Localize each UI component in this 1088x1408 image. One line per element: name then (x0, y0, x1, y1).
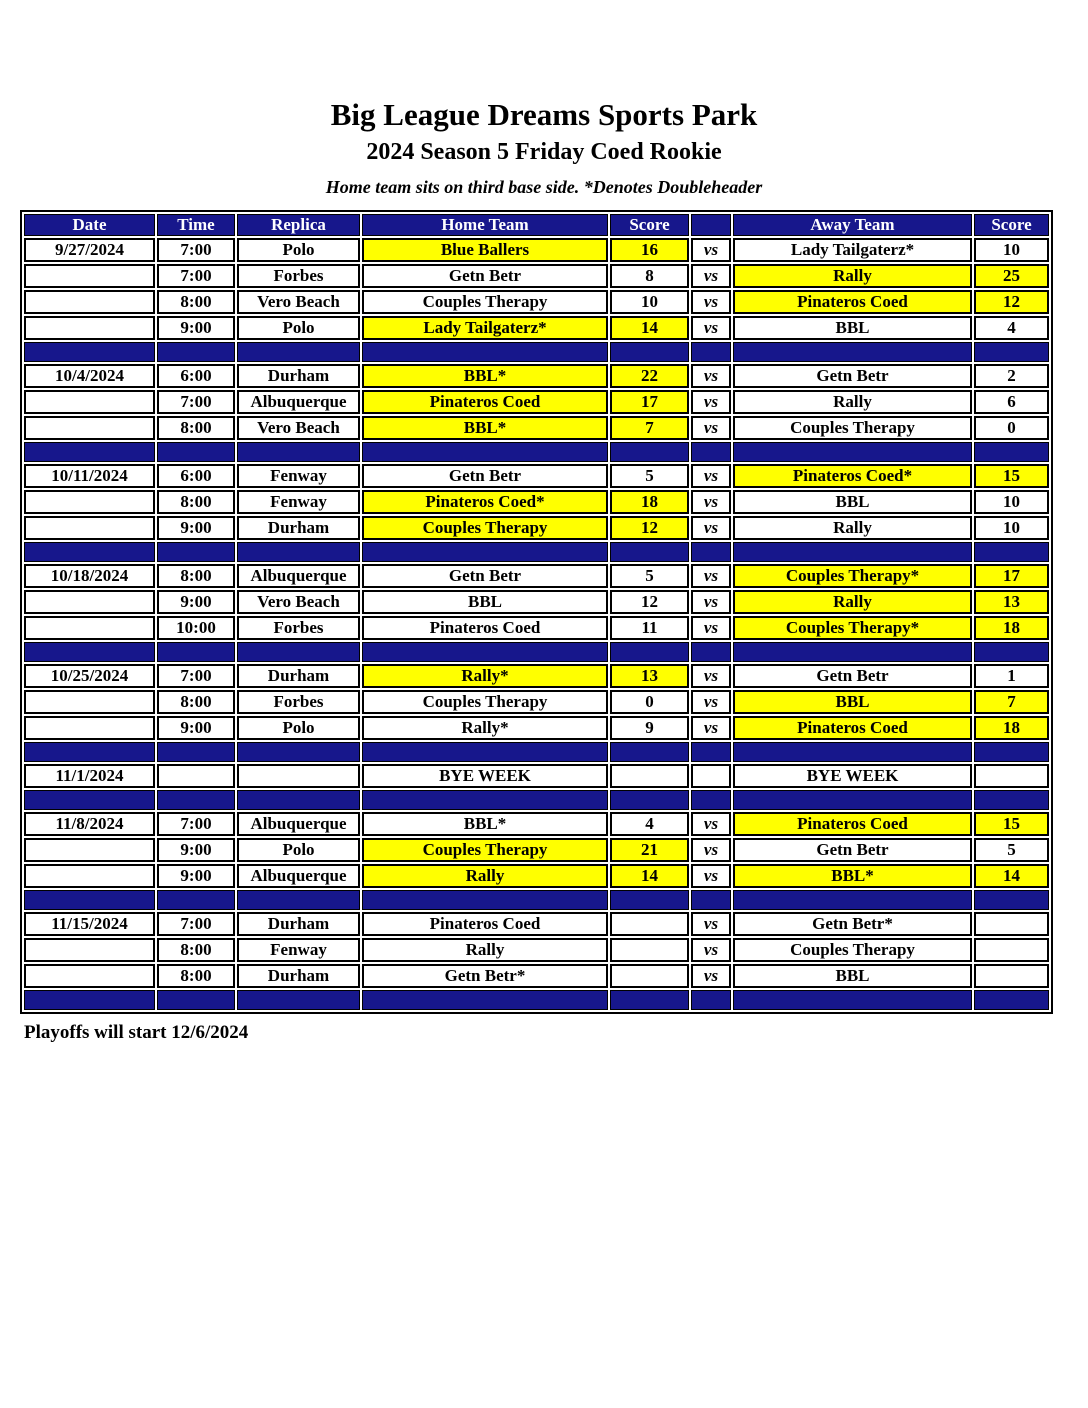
cell-date (24, 690, 155, 714)
cell-away: Couples Therapy* (733, 564, 972, 588)
cell-away: Getn Betr (733, 838, 972, 862)
separator-cell (362, 342, 608, 362)
cell-away: BBL (733, 316, 972, 340)
cell-away: Rally (733, 264, 972, 288)
cell-home-score (610, 912, 689, 936)
cell-home: Pinateros Coed* (362, 490, 608, 514)
cell-date (24, 616, 155, 640)
separator-cell (24, 442, 155, 462)
cell-vs: vs (691, 616, 731, 640)
cell-home: Getn Betr (362, 264, 608, 288)
cell-time: 7:00 (157, 912, 235, 936)
cell-home-score: 14 (610, 316, 689, 340)
cell-home-score: 4 (610, 812, 689, 836)
cell-vs: vs (691, 690, 731, 714)
cell-date (24, 864, 155, 888)
cell-away: Lady Tailgaterz* (733, 238, 972, 262)
cell-away: Getn Betr* (733, 912, 972, 936)
cell-date (24, 964, 155, 988)
cell-away-score: 6 (974, 390, 1049, 414)
table-row (24, 464, 1049, 488)
cell-replica: Vero Beach (237, 590, 360, 614)
cell-time: 6:00 (157, 464, 235, 488)
cell-home-score: 17 (610, 390, 689, 414)
separator-cell (691, 790, 731, 810)
separator-cell (974, 542, 1049, 562)
separator-cell (691, 342, 731, 362)
separator-cell (237, 342, 360, 362)
cell-time: 8:00 (157, 964, 235, 988)
schedule-table (20, 210, 1053, 1014)
cell-replica: Polo (237, 238, 360, 262)
cell-vs: vs (691, 716, 731, 740)
cell-replica: Durham (237, 516, 360, 540)
cell-date: 10/18/2024 (24, 564, 155, 588)
cell-home-score: 22 (610, 364, 689, 388)
separator-cell (157, 442, 235, 462)
cell-home: Couples Therapy (362, 690, 608, 714)
separator-row (24, 890, 1049, 910)
cell-date (24, 290, 155, 314)
separator-cell (237, 642, 360, 662)
cell-date: 11/15/2024 (24, 912, 155, 936)
header-vs (691, 214, 731, 236)
header-time: Time (157, 214, 235, 236)
separator-cell (157, 342, 235, 362)
cell-vs: vs (691, 812, 731, 836)
table-row (24, 664, 1049, 688)
separator-cell (24, 890, 155, 910)
separator-cell (733, 742, 972, 762)
cell-away-score: 2 (974, 364, 1049, 388)
separator-cell (691, 442, 731, 462)
table-row (24, 764, 1049, 788)
separator-cell (157, 542, 235, 562)
header-replica: Replica (237, 214, 360, 236)
cell-replica: Forbes (237, 264, 360, 288)
separator-cell (24, 642, 155, 662)
cell-home-score: 10 (610, 290, 689, 314)
cell-away-score: 18 (974, 716, 1049, 740)
header-home-team: Home Team (362, 214, 608, 236)
cell-time: 7:00 (157, 238, 235, 262)
cell-away: BBL* (733, 864, 972, 888)
separator-cell (974, 642, 1049, 662)
cell-away: Getn Betr (733, 664, 972, 688)
cell-date (24, 390, 155, 414)
cell-time: 8:00 (157, 416, 235, 440)
table-row (24, 590, 1049, 614)
cell-away: Rally (733, 390, 972, 414)
cell-replica: Albuquerque (237, 564, 360, 588)
cell-vs: vs (691, 516, 731, 540)
cell-replica: Vero Beach (237, 290, 360, 314)
cell-away-score: 15 (974, 812, 1049, 836)
cell-vs: vs (691, 664, 731, 688)
playoffs-note: Playoffs will start 12/6/2024 (24, 1021, 249, 1043)
cell-away: Getn Betr (733, 364, 972, 388)
separator-cell (733, 542, 972, 562)
cell-vs: vs (691, 838, 731, 862)
cell-home: Rally* (362, 716, 608, 740)
cell-vs: vs (691, 938, 731, 962)
cell-vs: vs (691, 490, 731, 514)
cell-home-score: 18 (610, 490, 689, 514)
cell-home-score (610, 938, 689, 962)
cell-away: BYE WEEK (733, 764, 972, 788)
cell-away-score: 17 (974, 564, 1049, 588)
separator-cell (733, 790, 972, 810)
cell-date (24, 938, 155, 962)
cell-vs: vs (691, 264, 731, 288)
cell-vs: vs (691, 416, 731, 440)
cell-home: Blue Ballers (362, 238, 608, 262)
separator-cell (733, 342, 972, 362)
cell-home: Getn Betr* (362, 964, 608, 988)
cell-replica: Polo (237, 716, 360, 740)
cell-away-score: 7 (974, 690, 1049, 714)
separator-cell (691, 742, 731, 762)
separator-cell (157, 990, 235, 1010)
separator-row (24, 742, 1049, 762)
separator-row (24, 342, 1049, 362)
cell-away-score: 10 (974, 238, 1049, 262)
cell-date (24, 490, 155, 514)
cell-away-score: 10 (974, 490, 1049, 514)
table-row (24, 364, 1049, 388)
cell-vs: vs (691, 590, 731, 614)
cell-replica: Fenway (237, 464, 360, 488)
table-row (24, 564, 1049, 588)
separator-cell (691, 890, 731, 910)
cell-home-score: 11 (610, 616, 689, 640)
separator-cell (157, 890, 235, 910)
cell-home-score: 5 (610, 464, 689, 488)
cell-home-score: 12 (610, 516, 689, 540)
cell-away-score: 10 (974, 516, 1049, 540)
cell-home: BBL (362, 590, 608, 614)
schedule-body (24, 238, 1049, 1010)
cell-away-score: 18 (974, 616, 1049, 640)
cell-away-score: 5 (974, 838, 1049, 862)
cell-replica: Fenway (237, 490, 360, 514)
separator-cell (691, 542, 731, 562)
cell-away-score: 0 (974, 416, 1049, 440)
schedule-table-container (20, 210, 1088, 1014)
table-header-row (24, 214, 1049, 236)
cell-home: Pinateros Coed (362, 390, 608, 414)
cell-replica: Polo (237, 838, 360, 862)
separator-cell (24, 790, 155, 810)
separator-cell (237, 742, 360, 762)
cell-away: Pinateros Coed (733, 290, 972, 314)
cell-date (24, 590, 155, 614)
cell-vs: vs (691, 864, 731, 888)
cell-date: 9/27/2024 (24, 238, 155, 262)
cell-away: Rally (733, 516, 972, 540)
table-row (24, 964, 1049, 988)
separator-cell (610, 890, 689, 910)
cell-home-score: 8 (610, 264, 689, 288)
table-row (24, 390, 1049, 414)
cell-replica: Albuquerque (237, 812, 360, 836)
table-row (24, 290, 1049, 314)
cell-vs: vs (691, 316, 731, 340)
cell-home: Couples Therapy (362, 290, 608, 314)
separator-cell (362, 990, 608, 1010)
separator-cell (974, 742, 1049, 762)
cell-time: 7:00 (157, 664, 235, 688)
cell-replica: Albuquerque (237, 390, 360, 414)
cell-date (24, 316, 155, 340)
cell-away: Rally (733, 590, 972, 614)
cell-time: 7:00 (157, 390, 235, 414)
separator-cell (362, 890, 608, 910)
separator-cell (610, 990, 689, 1010)
header-away-team: Away Team (733, 214, 972, 236)
header-away-score: Score (974, 214, 1049, 236)
separator-cell (733, 990, 972, 1010)
cell-vs: vs (691, 390, 731, 414)
table-row (24, 416, 1049, 440)
cell-replica: Forbes (237, 690, 360, 714)
cell-date: 10/4/2024 (24, 364, 155, 388)
cell-date (24, 516, 155, 540)
cell-away-score: 14 (974, 864, 1049, 888)
cell-replica: Durham (237, 964, 360, 988)
table-row (24, 616, 1049, 640)
cell-away: BBL (733, 690, 972, 714)
cell-away-score: 1 (974, 664, 1049, 688)
cell-time: 9:00 (157, 716, 235, 740)
separator-row (24, 790, 1049, 810)
cell-home-score: 9 (610, 716, 689, 740)
separator-cell (733, 442, 972, 462)
cell-date (24, 838, 155, 862)
separator-cell (610, 742, 689, 762)
cell-away: BBL (733, 490, 972, 514)
cell-home: BBL* (362, 364, 608, 388)
table-row (24, 912, 1049, 936)
separator-row (24, 442, 1049, 462)
cell-vs: vs (691, 464, 731, 488)
cell-time: 10:00 (157, 616, 235, 640)
cell-time: 8:00 (157, 290, 235, 314)
cell-date (24, 264, 155, 288)
separator-cell (691, 990, 731, 1010)
cell-replica: Forbes (237, 616, 360, 640)
cell-home: Getn Betr (362, 564, 608, 588)
cell-date: 11/1/2024 (24, 764, 155, 788)
cell-vs: vs (691, 564, 731, 588)
cell-time: 6:00 (157, 364, 235, 388)
cell-away: Pinateros Coed (733, 812, 972, 836)
separator-cell (362, 642, 608, 662)
separator-cell (362, 742, 608, 762)
header-home-score: Score (610, 214, 689, 236)
separator-cell (974, 442, 1049, 462)
cell-time: 8:00 (157, 564, 235, 588)
separator-cell (157, 790, 235, 810)
cell-replica: Durham (237, 664, 360, 688)
cell-away: Pinateros Coed* (733, 464, 972, 488)
separator-row (24, 542, 1049, 562)
cell-replica: Vero Beach (237, 416, 360, 440)
table-row (24, 690, 1049, 714)
table-row (24, 238, 1049, 262)
cell-away-score (974, 764, 1049, 788)
cell-home: Couples Therapy (362, 516, 608, 540)
page-title: Big League Dreams Sports Park (330, 97, 758, 132)
cell-away: Couples Therapy (733, 416, 972, 440)
table-row (24, 316, 1049, 340)
separator-cell (237, 790, 360, 810)
cell-replica: Durham (237, 364, 360, 388)
cell-home-score: 0 (610, 690, 689, 714)
separator-cell (24, 542, 155, 562)
separator-row (24, 642, 1049, 662)
cell-date: 10/11/2024 (24, 464, 155, 488)
cell-away: BBL (733, 964, 972, 988)
separator-cell (157, 642, 235, 662)
cell-home-score: 14 (610, 864, 689, 888)
cell-home-score (610, 764, 689, 788)
cell-replica: Fenway (237, 938, 360, 962)
cell-vs: vs (691, 364, 731, 388)
legend-note: Home team sits on third base side. *Denotes Doubleheader (325, 176, 763, 197)
separator-cell (610, 642, 689, 662)
separator-cell (610, 442, 689, 462)
cell-time: 9:00 (157, 838, 235, 862)
cell-away-score: 25 (974, 264, 1049, 288)
cell-home-score: 12 (610, 590, 689, 614)
cell-time: 7:00 (157, 264, 235, 288)
cell-home: BBL* (362, 812, 608, 836)
table-row (24, 264, 1049, 288)
cell-home: Lady Tailgaterz* (362, 316, 608, 340)
cell-away-score: 4 (974, 316, 1049, 340)
cell-time: 8:00 (157, 490, 235, 514)
cell-home-score (610, 964, 689, 988)
table-row (24, 490, 1049, 514)
separator-cell (610, 790, 689, 810)
page-subtitle: 2024 Season 5 Friday Coed Rookie (366, 139, 722, 166)
cell-date: 10/25/2024 (24, 664, 155, 688)
separator-cell (610, 342, 689, 362)
table-row (24, 812, 1049, 836)
separator-cell (733, 890, 972, 910)
cell-replica (237, 764, 360, 788)
cell-home: Rally (362, 938, 608, 962)
cell-away: Pinateros Coed (733, 716, 972, 740)
table-row (24, 864, 1049, 888)
table-row (24, 716, 1049, 740)
separator-cell (237, 442, 360, 462)
separator-cell (157, 742, 235, 762)
cell-home: Rally (362, 864, 608, 888)
cell-time: 9:00 (157, 590, 235, 614)
cell-home-score: 5 (610, 564, 689, 588)
separator-cell (362, 790, 608, 810)
separator-cell (237, 542, 360, 562)
cell-vs: vs (691, 238, 731, 262)
separator-cell (24, 990, 155, 1010)
header-date: Date (24, 214, 155, 236)
cell-away-score: 15 (974, 464, 1049, 488)
document-header (0, 0, 1088, 198)
cell-home-score: 13 (610, 664, 689, 688)
cell-vs (691, 764, 731, 788)
table-row (24, 516, 1049, 540)
separator-cell (237, 990, 360, 1010)
cell-time: 9:00 (157, 516, 235, 540)
cell-away-score: 12 (974, 290, 1049, 314)
cell-replica: Albuquerque (237, 864, 360, 888)
cell-away-score (974, 964, 1049, 988)
table-row (24, 838, 1049, 862)
cell-date: 11/8/2024 (24, 812, 155, 836)
cell-time: 8:00 (157, 938, 235, 962)
cell-vs: vs (691, 964, 731, 988)
cell-away-score (974, 938, 1049, 962)
cell-replica: Durham (237, 912, 360, 936)
cell-time: 9:00 (157, 864, 235, 888)
separator-cell (24, 742, 155, 762)
separator-cell (974, 890, 1049, 910)
cell-away: Couples Therapy* (733, 616, 972, 640)
cell-home: BYE WEEK (362, 764, 608, 788)
separator-cell (610, 542, 689, 562)
separator-cell (24, 342, 155, 362)
cell-home-score: 16 (610, 238, 689, 262)
separator-cell (733, 642, 972, 662)
cell-vs: vs (691, 290, 731, 314)
cell-away-score (974, 912, 1049, 936)
cell-home: Couples Therapy (362, 838, 608, 862)
cell-home-score: 21 (610, 838, 689, 862)
table-row (24, 938, 1049, 962)
cell-home: Rally* (362, 664, 608, 688)
cell-time: 9:00 (157, 316, 235, 340)
cell-home: Getn Betr (362, 464, 608, 488)
separator-cell (974, 990, 1049, 1010)
cell-date (24, 416, 155, 440)
separator-cell (974, 342, 1049, 362)
separator-cell (691, 642, 731, 662)
cell-replica: Polo (237, 316, 360, 340)
cell-time (157, 764, 235, 788)
cell-home: BBL* (362, 416, 608, 440)
separator-cell (362, 542, 608, 562)
cell-time: 8:00 (157, 690, 235, 714)
separator-row (24, 990, 1049, 1010)
separator-cell (362, 442, 608, 462)
cell-home-score: 7 (610, 416, 689, 440)
cell-home: Pinateros Coed (362, 912, 608, 936)
separator-cell (237, 890, 360, 910)
cell-date (24, 716, 155, 740)
cell-time: 7:00 (157, 812, 235, 836)
cell-away: Couples Therapy (733, 938, 972, 962)
separator-cell (974, 790, 1049, 810)
cell-away-score: 13 (974, 590, 1049, 614)
cell-home: Pinateros Coed (362, 616, 608, 640)
cell-vs: vs (691, 912, 731, 936)
